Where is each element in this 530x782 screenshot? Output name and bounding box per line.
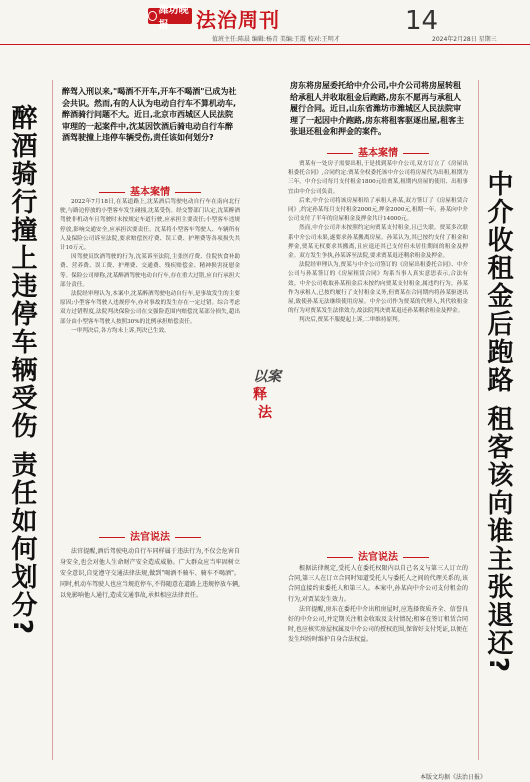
left-section-title-judge: 法官说法	[58, 528, 242, 543]
brand-logo-icon	[148, 11, 157, 21]
logo-text-line1: 以案	[253, 369, 281, 385]
left-article-judge-body	[60, 546, 240, 752]
left-article-headline: 醉酒骑行撞上违停车辆受伤 责任如何划分?	[7, 104, 37, 637]
right-article-facts-body	[288, 160, 468, 554]
brand-badge	[148, 5, 192, 31]
paragraph: 法官提醒,房东在委托中介出租房屋时,应选择资质齐全、信誉良好的中介公司,并定期关注租金收取及支付情况;租客在签订租赁合同时,也应核实房屋权属及中介公司的授权范围,保留好支付凭证,以便在发生纠纷时维护自身合法权益。	[288, 605, 468, 644]
right-section-title-facts: 基本案情	[286, 144, 470, 159]
paragraph: 然而,中介公司并未按照约定向贾某支付租金,且已失联。贾某多次联系中介公司未果,遂要求孙某搬离房屋。孙某认为,其已按约支付了租金和押金,贾某无权要求其搬离,且应退还其已支付但未居住期间的租金及押金。双方发生争执,孙某诉至法院,要求贾某退还剩余租金及押金。	[288, 225, 468, 260]
paragraph: 2022年7月18日,在某道路上,沈某酒后驾驶电动自行车在南向北行驶,与路边停放的小型客车发生碰撞,沈某受伤。经交警部门认定,沈某醉酒驾驶非机动车且驾驶时未按规定车道行驶,应承担主要责任;小型客车违规停放,影响交通安全,应承担次要责任。沈某将小型客车驾驶人、车辆所有人及保险公司诉至法院,要求赔偿医疗费、误工费、护理费等各项损失共计10万元。	[60, 199, 240, 252]
right-article-headline: 中介收租金后跑路 租客该向谁主张退还?	[483, 170, 513, 675]
logo-text-line2: 释	[253, 387, 267, 403]
page-number: 14	[405, 6, 439, 36]
paragraph: 判决后,贾某不服提起上诉,二审维持原判。	[299, 317, 404, 324]
right-article-lead: 房东将房屋委托给中介公司,中介公司将房屋转租给承租人并收取租金后跑路,房东不愿再与承租人履行合同。近日,山东省潍坊市潍城区人民法院审理了一起因中介跑路,房东将租客驱逐出屋,租客主张退还租金和押金的案件。	[290, 81, 465, 136]
right-article-judge-body	[288, 564, 468, 748]
header-rule	[0, 44, 530, 45]
source-note: 本版文均据《法治日报》	[420, 774, 487, 781]
issue-date: 2024年2月28日 星期三	[432, 36, 497, 43]
paragraph: 法院经审理认为,本案中,沈某醉酒驾驶电动自行车,是事故发生的主要原因;小型客车驾驶人违规停车,亦对事故的发生存在一定过错。综合考虑双方过错程度,法院判决保险公司在交强险范围内赔偿沈某部分损失,超出部分由小型客车驾驶人按照30%的比例承担赔偿责任。	[60, 291, 240, 325]
paragraph: 因驾驶员饮酒驾驶的行为,沈某诉至法院,主张医疗费、住院伙食补助费、营养费、误工费、护理费、交通费、残疾赔偿金、精神损害抚慰金等。保险公司辩称,沈某醉酒驾驶电动自行车,存在重大过错,应自行承担大部分责任。	[60, 254, 240, 288]
editor-credits: 值班主任:陈晨 编辑:杨青 美编:王霞 校对:王明才	[212, 36, 340, 43]
logo-text-line3: 法	[258, 405, 272, 421]
section-title: 法治周刊	[196, 8, 280, 32]
paragraph: 后来,中介公司将该房屋租给了承租人孙某,双方签订了《房屋租赁合同》,约定孙某每月支付租金2000元,押金2000元,租期一年。孙某向中介公司支付了半年的房屋租金及押金共计14000元。	[288, 197, 468, 223]
left-article-lead: 醉驾入刑以来,"喝酒不开车,开车不喝酒"已成为社会共识。然而,有的人认为电动自行车不算机动车,醉酒骑行问题不大。近日,北京市西城区人民法院审理的一起案件中,沈某因饮酒后骑电动自行车醉酒驾驶撞上违停车辆受伤,责任该如何划分?	[62, 87, 237, 142]
paragraph: 根据法律规定,受托人在委托权限内以自己名义与第三人订立的合同,第三人在订立合同时知道受托人与委托人之间的代理关系的,该合同直接约束委托人和第三人。本案中,孙某向中介公司支付租金的行为,对贾某发生效力。	[288, 565, 468, 603]
column-divider	[52, 80, 53, 760]
left-section-title-facts: 基本案情	[58, 183, 242, 198]
left-article-facts-body	[60, 198, 240, 520]
paragraph: 法院经审理认为,贾某与中介公司签订的《房屋出租委托合同》、中介公司与孙某签订的《房屋租赁合同》均系当事人真实意思表示,合法有效。中介公司收取孙某租金后未按约向贾某支付租金,属违约行为。孙某作为承租人,已按约履行了支付租金义务,但贾某在合同期内将孙某驱逐出屋,致使孙某无法继续使用房屋。中介公司作为贾某的代理人,其代收租金的行为对贾某发生法律效力,故法院判决贾某退还孙某剩余租金及押金。	[288, 262, 468, 315]
right-section-title-judge: 法官说法	[286, 548, 470, 563]
paragraph: 一审判决后,各方均未上诉,判决已生效。	[71, 327, 170, 334]
column-divider	[478, 80, 479, 760]
paragraph: 贾某有一处房子需要出租,于是找到某中介公司,双方订立了《房屋出租委托合同》,合同约定:贾某全权委托该中介公司将房屋代为出租,租期为三年。中介公司每月支付租金1800元给贾某,租期内房屋的使用、出租事宜由中介公司负责。	[288, 161, 468, 195]
paragraph: 法官提醒,酒后驾驶电动自行车同样属于违法行为,不仅会危害自身安全,也会对他人生命财产安全造成威胁。广大群众应当牢固树立安全意识,自觉遵守交通法律法规,做到"喝酒不骑车、骑车不喝酒"。同时,机动车驾驶人也应当规范停车,不得随意在道路上违规停放车辆,以免影响他人通行,造成交通事故,承担相应法律责任。	[60, 548, 240, 599]
brand-name: 潍坊晚报	[158, 5, 189, 31]
